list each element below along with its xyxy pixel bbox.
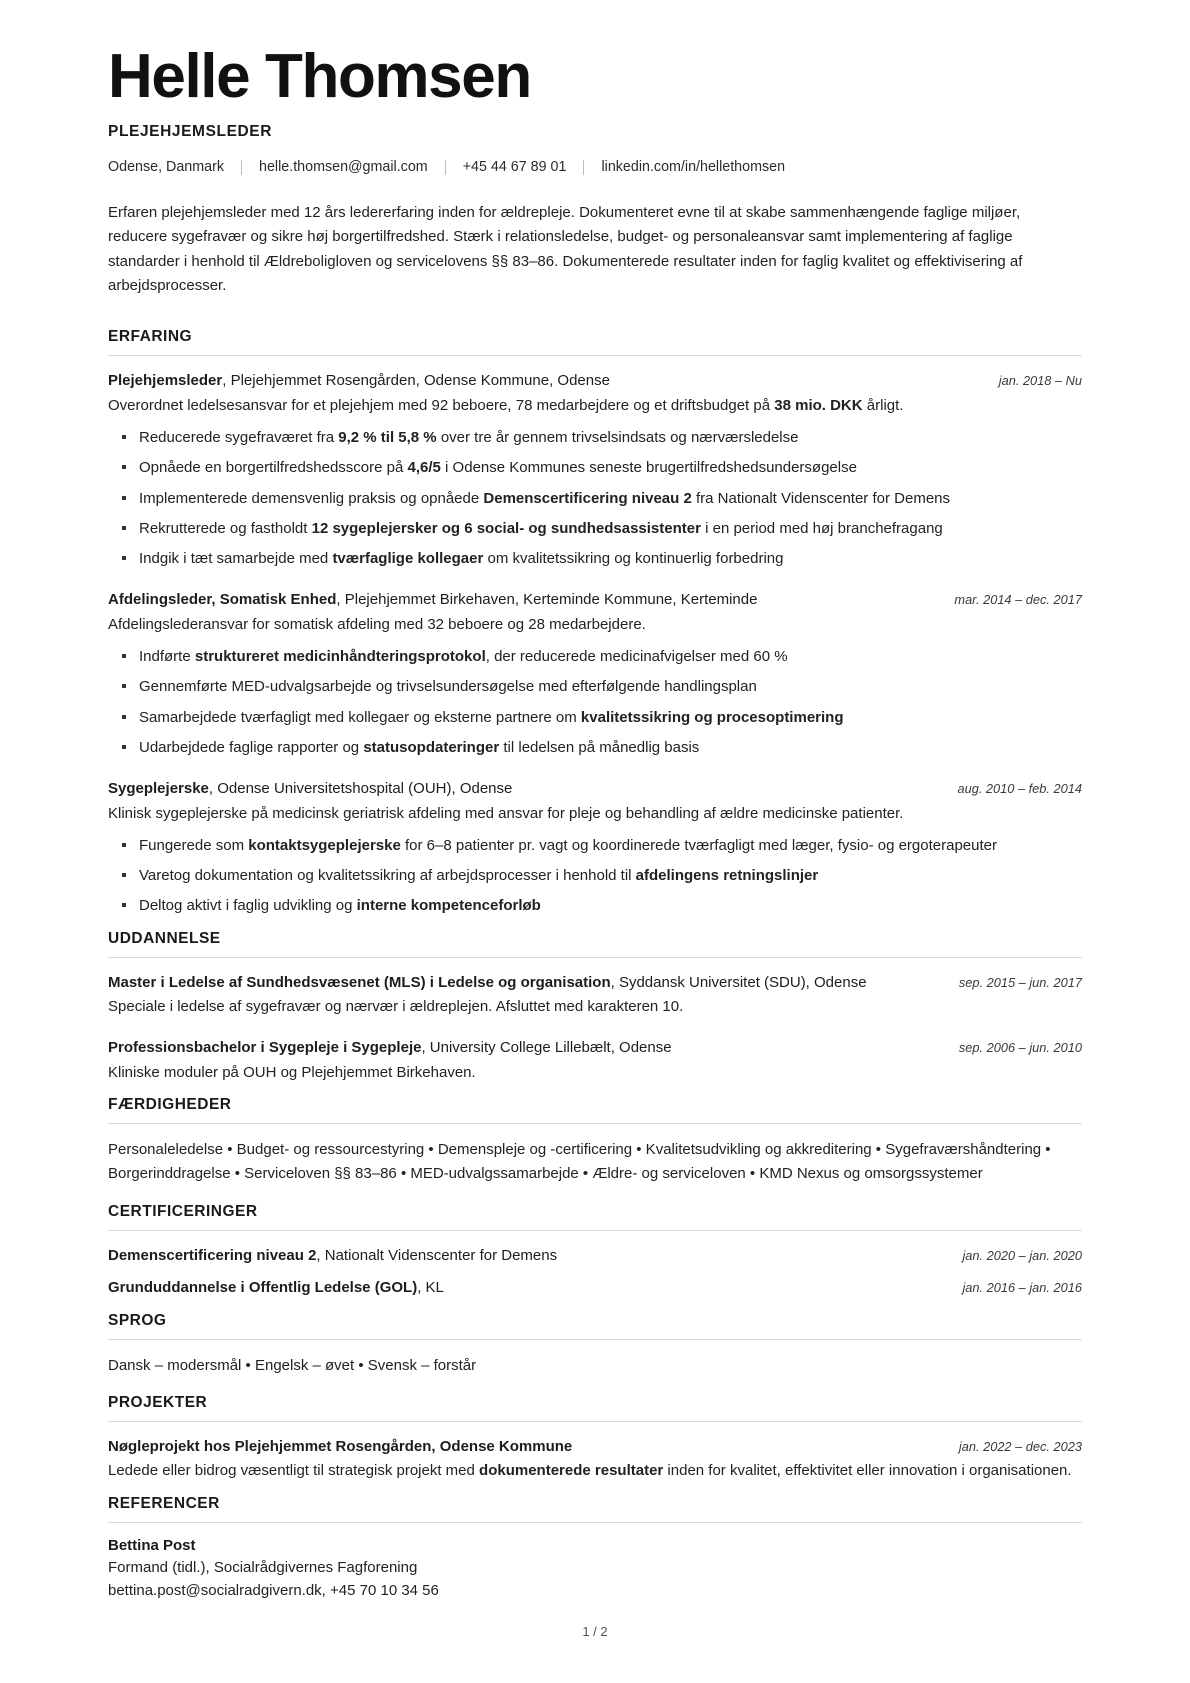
contact-separator-icon xyxy=(445,160,446,175)
page-number: 1 / 2 xyxy=(582,1624,608,1639)
list-item: Udarbejdede faglige rapporter og statusopdateringer til ledelsen på månedlig basis xyxy=(108,736,1082,759)
reference-entry xyxy=(108,1537,1082,1603)
experience-entry-head xyxy=(108,778,1082,801)
candidate-job-title: PLEJEHJEMSLEDER xyxy=(108,123,273,141)
professional-summary: Erfaren plejehjemsleder med 12 års ledererfaring inden for ældrepleje. Dokumenteret evne til at skabe sammenhængende faglige miljøer, reducere sygefravær og sikre høj borgertilfredshed. Stærk i relationsledelse, budget- og personaleansvar samt implementering af faglige standarder i henhold til Ældreboligloven og servicelovens §§ 83–86. Dokumenterede resultater inden for faglig kvalitet og effektivisering af arbejdsprocesser. xyxy=(108,204,1023,294)
experience-role: Plejehjemsleder xyxy=(108,372,223,390)
certification-org: , Nationalt Videnscenter for Demens xyxy=(316,1246,558,1264)
section-skills xyxy=(108,1096,1082,1187)
section-divider xyxy=(108,1339,1082,1340)
experience-entry-heading xyxy=(108,370,977,393)
list-item: Deltog aktivt i faglig udvikling og interne kompetenceforløb xyxy=(108,894,1082,917)
section-title-experience: ERFARING xyxy=(108,328,193,346)
section-references xyxy=(108,1495,1082,1603)
education-date: sep. 2006 – jun. 2010 xyxy=(958,1040,1082,1056)
experience-description-pre: Overordnet ledelsesansvar for et plejehjem med 92 beboere, 78 medarbejdere og et driftsbudget på xyxy=(108,396,775,414)
experience-entry xyxy=(108,370,1082,570)
education-entry-head xyxy=(108,972,1082,995)
project-description-pre: Ledede eller bidrog væsentligt til strategisk projekt med xyxy=(108,1462,480,1480)
experience-description-pre: Klinisk sygeplejerske på medicinsk geriatrisk afdeling med ansvar for pleje og behandling af ældre medicinske patienter. xyxy=(108,804,904,822)
section-languages xyxy=(108,1312,1082,1378)
reference-name: Bettina Post xyxy=(108,1536,196,1554)
experience-bullet-list xyxy=(108,645,1082,759)
education-degree: Professionsbachelor i Sygepleje i Sygepleje xyxy=(108,1039,422,1057)
certification-org: , KL xyxy=(417,1279,444,1297)
section-certifications xyxy=(108,1203,1082,1300)
certification-entry xyxy=(108,1245,1082,1268)
project-description xyxy=(108,1459,1082,1482)
education-org: , Syddansk Universitet (SDU), Odense xyxy=(610,973,867,991)
education-entry-heading xyxy=(108,972,937,995)
education-org: , University College Lillebælt, Odense xyxy=(421,1039,672,1057)
section-education xyxy=(108,930,1082,1085)
experience-bullet-list xyxy=(108,834,1082,918)
experience-entry-heading xyxy=(108,778,935,801)
experience-role: Sygeplejerske xyxy=(108,780,209,798)
section-divider xyxy=(108,1123,1082,1124)
project-description-post: inden for kvalitet, effektivitet eller innovation i organisationen. xyxy=(663,1462,1072,1480)
list-item: Indførte struktureret medicinhåndteringsprotokol, der reducerede medicinafvigelser med 60 % xyxy=(108,645,1082,668)
list-item: Opnåede en borgertilfredshedsscore på 4,6/5 i Odense Kommunes seneste brugertilfredshedsundersøgelse xyxy=(108,456,1082,479)
section-title-certifications: CERTIFICERINGER xyxy=(108,1202,258,1220)
certification-entry xyxy=(108,1277,1082,1300)
project-entry-head xyxy=(108,1436,1082,1459)
experience-description xyxy=(108,613,1082,636)
reference-contact: bettina.post@socialradgivern.dk, +45 70 10 34 56 xyxy=(108,1581,439,1599)
list-item: Reducerede sygefraværet fra 9,2 % til 5,8 % over tre år gennem trivselsindsats og nærværsledelse xyxy=(108,426,1082,449)
experience-role: Afdelingsleder, Somatisk Enhed xyxy=(108,591,337,609)
experience-entry xyxy=(108,589,1082,759)
contact-separator-icon xyxy=(241,160,242,175)
experience-date: aug. 2010 – feb. 2014 xyxy=(957,781,1082,797)
list-item: Indgik i tæt samarbejde med tværfaglige kollegaer om kvalitetssikring og kontinuerlig forbedring xyxy=(108,547,1082,570)
list-item: Varetog dokumentation og kvalitetssikring af arbejdsprocesser i henhold til afdelingens retningslinjer xyxy=(108,864,1082,887)
experience-org: , Plejehjemmet Birkehaven, Kerteminde Kommune, Kerteminde xyxy=(336,591,758,609)
experience-description xyxy=(108,394,1082,417)
education-description: Kliniske moduler på OUH og Plejehjemmet Birkehaven. xyxy=(108,1063,476,1081)
project-description-highlight: dokumenterede resultater xyxy=(479,1462,664,1480)
project-date: jan. 2022 – dec. 2023 xyxy=(958,1438,1082,1454)
certification-name: Demenscertificering niveau 2 xyxy=(108,1246,317,1264)
experience-entry-heading xyxy=(108,589,932,612)
experience-description-highlight: 38 mio. DKK xyxy=(774,396,863,414)
section-title-languages: SPROG xyxy=(108,1311,167,1329)
education-description: Speciale i ledelse af sygefravær og nærvær i ældreplejen. Afsluttet med karakteren 10. xyxy=(108,998,684,1016)
certification-date: jan. 2016 – jan. 2016 xyxy=(962,1280,1082,1296)
education-entry-heading xyxy=(108,1037,937,1060)
experience-description-post: årligt. xyxy=(862,396,904,414)
section-divider xyxy=(108,1421,1082,1422)
project-entry-heading xyxy=(108,1436,937,1459)
contact-linkedin[interactable]: linkedin.com/in/hellethomsen xyxy=(601,159,786,176)
skills-list: Personaleledelse • Budget- og ressourcestyring • Demenspleje og -certificering • Kvalitetsudvikling og akkreditering • Sygefraværshåndtering • Borgerinddragelse • Serviceloven §§ 83–86 • MED-udvalgssamarbejde • Ældre- og serviceloven • KMD Nexus og omsorgssystemer xyxy=(108,1141,1051,1183)
section-divider xyxy=(108,355,1082,356)
list-item: Rekrutterede og fastholdt 12 sygeplejersker og 6 social- og sundhedsassistenter i en period med høj branchefragang xyxy=(108,517,1082,540)
contact-email[interactable]: helle.thomsen@gmail.com xyxy=(259,159,428,176)
certification-date: jan. 2020 – jan. 2020 xyxy=(962,1247,1082,1263)
certification-entry-heading xyxy=(108,1277,940,1300)
education-entry-head xyxy=(108,1037,1082,1060)
list-item: Implementerede demensvenlig praksis og opnåede Demenscertificering niveau 2 fra Nationalt Videnscenter for Demens xyxy=(108,487,1082,510)
reference-role: Formand (tidl.), Socialrådgivernes Fagforening xyxy=(108,1558,418,1576)
contact-line xyxy=(108,159,1082,175)
candidate-name: Helle Thomsen xyxy=(108,42,531,111)
project-entry xyxy=(108,1436,1082,1483)
education-entry xyxy=(108,972,1082,1019)
project-name: Nøgleprojekt hos Plejehjemmet Rosengården, Odense Kommune xyxy=(108,1437,573,1455)
section-title-education: UDDANNELSE xyxy=(108,929,221,947)
experience-description-pre: Afdelingslederansvar for somatisk afdeling med 32 beboere og 28 medarbejdere. xyxy=(108,615,646,633)
section-projects xyxy=(108,1394,1082,1483)
languages-list: Dansk – modersmål • Engelsk – øvet • Svensk – forstår xyxy=(108,1356,477,1374)
experience-bullet-list xyxy=(108,426,1082,570)
list-item: Gennemførte MED-udvalgsarbejde og trivselsundersøgelse med efterfølgende handlingsplan xyxy=(108,675,1082,698)
section-divider xyxy=(108,1230,1082,1231)
section-title-skills: FÆRDIGHEDER xyxy=(108,1096,232,1114)
list-item: Samarbejdede tværfagligt med kollegaer og eksterne partnere om kvalitetssikring og procesoptimering xyxy=(108,706,1082,729)
experience-description xyxy=(108,802,1082,825)
experience-entry-head xyxy=(108,370,1082,393)
contact-separator-icon xyxy=(583,160,584,175)
experience-entry xyxy=(108,778,1082,918)
section-experience xyxy=(108,328,1082,917)
experience-org: , Plejehjemmet Rosengården, Odense Kommune, Odense xyxy=(222,372,610,390)
contact-phone[interactable]: +45 44 67 89 01 xyxy=(462,159,567,176)
section-divider xyxy=(108,1522,1082,1523)
contact-location: Odense, Danmark xyxy=(108,159,225,176)
certification-entry-head xyxy=(108,1245,1082,1268)
certification-entry-heading xyxy=(108,1245,940,1268)
certification-entry-head xyxy=(108,1277,1082,1300)
experience-entry-head xyxy=(108,589,1082,612)
experience-date: jan. 2018 – Nu xyxy=(998,373,1082,389)
experience-date: mar. 2014 – dec. 2017 xyxy=(954,592,1082,608)
education-degree: Master i Ledelse af Sundhedsvæsenet (MLS) i Ledelse og organisation xyxy=(108,973,611,991)
list-item: Fungerede som kontaktsygeplejerske for 6–8 patienter pr. vagt og koordinerede tværfagligt med læger, fysio- og ergoterapeuter xyxy=(108,834,1082,857)
experience-org: , Odense Universitetshospital (OUH), Odense xyxy=(208,780,513,798)
section-divider xyxy=(108,957,1082,958)
certification-name: Grunduddannelse i Offentlig Ledelse (GOL) xyxy=(108,1279,418,1297)
section-title-projects: PROJEKTER xyxy=(108,1393,208,1411)
section-title-references: REFERENCER xyxy=(108,1494,220,1512)
education-date: sep. 2015 – jun. 2017 xyxy=(958,974,1082,990)
education-entry xyxy=(108,1037,1082,1084)
